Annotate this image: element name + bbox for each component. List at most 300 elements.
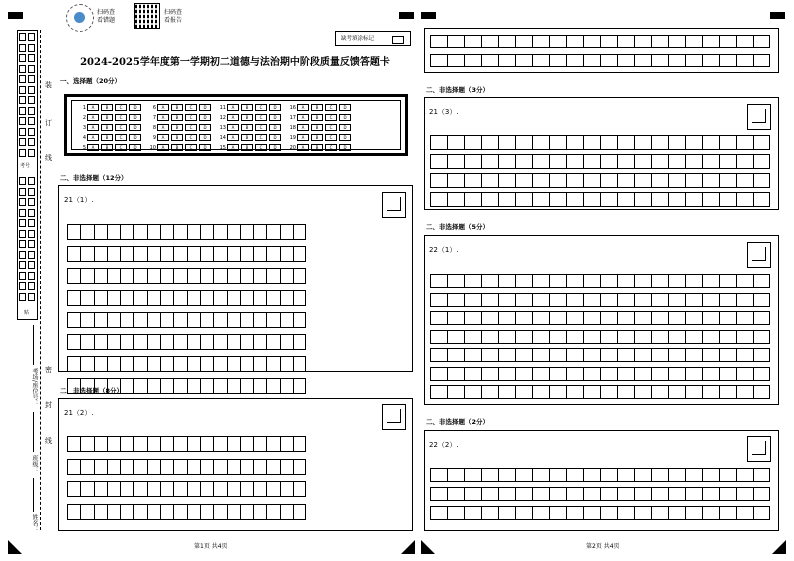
grid-cell[interactable] <box>200 290 213 306</box>
id-bubble[interactable] <box>28 282 35 290</box>
grid-cell[interactable] <box>498 385 515 399</box>
grid-cell[interactable] <box>515 311 532 325</box>
grid-cell[interactable] <box>200 268 213 284</box>
choice-bubble-c[interactable]: C <box>325 124 337 131</box>
grid-cell[interactable] <box>120 334 133 350</box>
choice-bubble-d[interactable]: D <box>199 104 211 111</box>
grid-cell[interactable] <box>120 268 133 284</box>
grid-cell[interactable] <box>634 367 651 381</box>
grid-cell[interactable] <box>80 224 93 240</box>
grid-cell[interactable] <box>685 173 702 188</box>
id-bubble[interactable] <box>28 198 35 206</box>
score-box-21-2[interactable] <box>382 404 406 430</box>
grid-cell[interactable] <box>133 290 146 306</box>
grid-cell[interactable] <box>583 311 600 325</box>
grid-cell[interactable] <box>80 504 93 520</box>
grid-cell[interactable] <box>668 135 685 150</box>
grid-cell[interactable] <box>515 154 532 169</box>
grid-cell[interactable] <box>280 504 293 520</box>
choice-bubble-b[interactable]: B <box>101 114 113 121</box>
grid-cell[interactable] <box>227 246 240 262</box>
grid-cell[interactable] <box>120 459 133 475</box>
grid-cell[interactable] <box>719 506 736 520</box>
grid-cell[interactable] <box>280 378 293 394</box>
grid-cell[interactable] <box>173 312 186 328</box>
grid-cell[interactable] <box>515 330 532 344</box>
id-bubble[interactable] <box>19 149 26 157</box>
grid-cell[interactable] <box>702 274 719 288</box>
choice-bubble-b[interactable]: B <box>311 124 323 131</box>
grid-cell[interactable] <box>213 334 226 350</box>
grid-cell[interactable] <box>266 504 279 520</box>
grid-cell[interactable] <box>160 334 173 350</box>
grid-cell[interactable] <box>566 293 583 307</box>
grid-cell[interactable] <box>280 334 293 350</box>
grid-cell[interactable] <box>120 356 133 372</box>
grid-cell[interactable] <box>200 356 213 372</box>
grid-cell[interactable] <box>147 481 160 497</box>
grid-cell[interactable] <box>266 246 279 262</box>
grid-cell[interactable] <box>280 356 293 372</box>
grid-cell[interactable] <box>566 506 583 520</box>
grid-cell[interactable] <box>651 274 668 288</box>
grid-cell[interactable] <box>133 224 146 240</box>
grid-cell[interactable] <box>549 385 566 399</box>
grid-cell[interactable] <box>464 330 481 344</box>
id-bubble[interactable] <box>19 107 26 115</box>
grid-cell[interactable] <box>685 54 702 67</box>
grid-cell[interactable] <box>160 436 173 452</box>
grid-cell[interactable] <box>253 334 266 350</box>
grid-cell[interactable] <box>634 35 651 48</box>
id-bubble[interactable] <box>19 188 26 196</box>
grid-cell[interactable] <box>107 290 120 306</box>
grid-cell[interactable] <box>464 192 481 207</box>
grid-cell[interactable] <box>464 348 481 362</box>
grid-cell[interactable] <box>685 274 702 288</box>
grid-cell[interactable] <box>498 506 515 520</box>
grid-cell[interactable] <box>227 459 240 475</box>
grid-cell[interactable] <box>566 154 583 169</box>
grid-cell[interactable] <box>600 154 617 169</box>
choice-bubble-a[interactable]: A <box>157 104 169 111</box>
grid-cell[interactable] <box>173 356 186 372</box>
grid-cell[interactable] <box>702 506 719 520</box>
grid-cell[interactable] <box>173 378 186 394</box>
grid-cell[interactable] <box>634 274 651 288</box>
grid-cell[interactable] <box>600 192 617 207</box>
choice-bubble-a[interactable]: A <box>297 134 309 141</box>
grid-cell[interactable] <box>147 334 160 350</box>
grid-cell[interactable] <box>266 459 279 475</box>
grid-cell[interactable] <box>583 506 600 520</box>
grid-cell[interactable] <box>187 224 200 240</box>
grid-cell[interactable] <box>532 487 549 501</box>
grid-cell[interactable] <box>227 378 240 394</box>
grid-cell[interactable] <box>187 290 200 306</box>
grid-cell[interactable] <box>515 135 532 150</box>
id-bubble[interactable] <box>28 261 35 269</box>
grid-cell[interactable] <box>430 54 447 67</box>
grid-cell[interactable] <box>227 504 240 520</box>
grid-cell[interactable] <box>719 385 736 399</box>
grid-cell[interactable] <box>253 504 266 520</box>
choice-bubble-d[interactable]: D <box>339 124 351 131</box>
grid-cell[interactable] <box>280 459 293 475</box>
grid-cell[interactable] <box>736 311 753 325</box>
choice-bubble-d[interactable]: D <box>339 104 351 111</box>
grid-cell[interactable] <box>160 268 173 284</box>
grid-cell[interactable] <box>532 330 549 344</box>
grid-cell[interactable] <box>634 330 651 344</box>
grid-cell[interactable] <box>200 504 213 520</box>
grid-cell[interactable] <box>280 268 293 284</box>
grid-cell[interactable] <box>498 135 515 150</box>
grid-cell[interactable] <box>447 54 464 67</box>
choice-bubble-d[interactable]: D <box>339 144 351 151</box>
grid-cell[interactable] <box>532 192 549 207</box>
choice-bubble-a[interactable]: A <box>297 124 309 131</box>
grid-cell[interactable] <box>719 487 736 501</box>
grid-cell[interactable] <box>549 293 566 307</box>
grid-cell[interactable] <box>147 290 160 306</box>
grid-cell[interactable] <box>719 192 736 207</box>
grid-cell[interactable] <box>549 367 566 381</box>
grid-cell[interactable] <box>107 246 120 262</box>
grid-cell[interactable] <box>617 468 634 482</box>
grid-cell[interactable] <box>447 35 464 48</box>
grid-cell[interactable] <box>566 192 583 207</box>
grid-cell[interactable] <box>498 173 515 188</box>
grid-cell[interactable] <box>600 330 617 344</box>
grid-cell[interactable] <box>227 224 240 240</box>
grid-cell[interactable] <box>464 506 481 520</box>
choice-bubble-c[interactable]: C <box>255 104 267 111</box>
grid-cell[interactable] <box>133 246 146 262</box>
grid-cell[interactable] <box>464 385 481 399</box>
grid-cell[interactable] <box>133 436 146 452</box>
grid-cell[interactable] <box>719 348 736 362</box>
grid-cell[interactable] <box>227 436 240 452</box>
grid-cell[interactable] <box>515 274 532 288</box>
grid-cell[interactable] <box>532 274 549 288</box>
grid-cell[interactable] <box>253 378 266 394</box>
grid-cell[interactable] <box>583 173 600 188</box>
choice-bubble-d[interactable]: D <box>129 114 141 121</box>
grid-cell[interactable] <box>94 504 107 520</box>
grid-cell[interactable] <box>464 311 481 325</box>
grid-cell[interactable] <box>532 506 549 520</box>
grid-cell[interactable] <box>67 356 80 372</box>
choice-bubble-c[interactable]: C <box>255 134 267 141</box>
grid-cell[interactable] <box>685 135 702 150</box>
grid-cell[interactable] <box>266 312 279 328</box>
grid-cell[interactable] <box>583 348 600 362</box>
choice-bubble-d[interactable]: D <box>199 144 211 151</box>
choice-bubble-d[interactable]: D <box>269 104 281 111</box>
id-bubble[interactable] <box>28 65 35 73</box>
grid-cell[interactable] <box>280 290 293 306</box>
grid-cell[interactable] <box>600 135 617 150</box>
grid-cell[interactable] <box>566 35 583 48</box>
grid-cell[interactable] <box>107 504 120 520</box>
grid-cell[interactable] <box>600 385 617 399</box>
grid-cell[interactable] <box>213 290 226 306</box>
grid-cell[interactable] <box>583 135 600 150</box>
grid-cell[interactable] <box>651 506 668 520</box>
grid-cell[interactable] <box>532 311 549 325</box>
grid-cell[interactable] <box>481 468 498 482</box>
grid-cell[interactable] <box>566 385 583 399</box>
score-box-22-1[interactable] <box>747 242 771 268</box>
grid-cell[interactable] <box>702 348 719 362</box>
id-bubble[interactable] <box>28 117 35 125</box>
choice-bubble-c[interactable]: C <box>115 134 127 141</box>
id-bubble[interactable] <box>19 293 26 301</box>
grid-cell[interactable] <box>293 436 306 452</box>
grid-cell[interactable] <box>213 459 226 475</box>
choice-bubble-c[interactable]: C <box>185 114 197 121</box>
grid-cell[interactable] <box>464 135 481 150</box>
grid-cell[interactable] <box>160 459 173 475</box>
grid-cell[interactable] <box>147 268 160 284</box>
score-box-21-3[interactable] <box>747 104 771 130</box>
grid-cell[interactable] <box>617 154 634 169</box>
id-bubble[interactable] <box>19 177 26 185</box>
grid-cell[interactable] <box>447 468 464 482</box>
grid-cell[interactable] <box>668 154 685 169</box>
grid-cell[interactable] <box>634 154 651 169</box>
grid-cell[interactable] <box>253 224 266 240</box>
grid-cell[interactable] <box>736 487 753 501</box>
grid-cell[interactable] <box>600 173 617 188</box>
grid-cell[interactable] <box>447 487 464 501</box>
grid-cell[interactable] <box>719 173 736 188</box>
grid-cell[interactable] <box>498 330 515 344</box>
grid-cell[interactable] <box>481 311 498 325</box>
choice-bubble-a[interactable]: A <box>297 104 309 111</box>
grid-cell[interactable] <box>120 504 133 520</box>
grid-cell[interactable] <box>617 367 634 381</box>
grid-cell[interactable] <box>736 135 753 150</box>
choice-bubble-d[interactable]: D <box>269 124 281 131</box>
grid-cell[interactable] <box>94 436 107 452</box>
grid-cell[interactable] <box>634 487 651 501</box>
grid-cell[interactable] <box>80 290 93 306</box>
grid-cell[interactable] <box>447 192 464 207</box>
grid-cell[interactable] <box>617 173 634 188</box>
grid-cell[interactable] <box>213 378 226 394</box>
grid-cell[interactable] <box>187 436 200 452</box>
grid-cell[interactable] <box>498 293 515 307</box>
grid-cell[interactable] <box>147 436 160 452</box>
grid-cell[interactable] <box>685 330 702 344</box>
choice-bubble-c[interactable]: C <box>255 124 267 131</box>
grid-cell[interactable] <box>549 468 566 482</box>
grid-cell[interactable] <box>200 436 213 452</box>
id-bubble[interactable] <box>28 86 35 94</box>
grid-cell[interactable] <box>213 436 226 452</box>
grid-cell[interactable] <box>600 293 617 307</box>
grid-cell[interactable] <box>280 246 293 262</box>
answer-box-21-1[interactable] <box>58 185 413 372</box>
grid-cell[interactable] <box>753 348 770 362</box>
grid-cell[interactable] <box>617 35 634 48</box>
grid-cell[interactable] <box>651 173 668 188</box>
grid-cell[interactable] <box>94 246 107 262</box>
grid-cell[interactable] <box>240 224 253 240</box>
choice-bubble-b[interactable]: B <box>171 144 183 151</box>
grid-cell[interactable] <box>736 154 753 169</box>
grid-cell[interactable] <box>253 268 266 284</box>
id-bubble[interactable] <box>19 117 26 125</box>
grid-cell[interactable] <box>80 436 93 452</box>
grid-cell[interactable] <box>94 459 107 475</box>
grid-cell[interactable] <box>481 506 498 520</box>
grid-cell[interactable] <box>447 274 464 288</box>
grid-cell[interactable] <box>515 54 532 67</box>
score-box-21-1[interactable] <box>382 192 406 218</box>
grid-cell[interactable] <box>736 468 753 482</box>
grid-cell[interactable] <box>266 290 279 306</box>
grid-cell[interactable] <box>94 224 107 240</box>
grid-cell[interactable] <box>430 468 447 482</box>
grid-cell[interactable] <box>147 504 160 520</box>
grid-cell[interactable] <box>566 367 583 381</box>
grid-cell[interactable] <box>498 274 515 288</box>
grid-cell[interactable] <box>549 506 566 520</box>
choice-bubble-b[interactable]: B <box>171 104 183 111</box>
choice-bubble-a[interactable]: A <box>227 134 239 141</box>
grid-cell[interactable] <box>240 312 253 328</box>
grid-cell[interactable] <box>719 35 736 48</box>
grid-cell[interactable] <box>583 293 600 307</box>
grid-cell[interactable] <box>187 459 200 475</box>
grid-cell[interactable] <box>668 385 685 399</box>
grid-cell[interactable] <box>253 459 266 475</box>
grid-cell[interactable] <box>566 487 583 501</box>
grid-cell[interactable] <box>447 506 464 520</box>
grid-cell[interactable] <box>160 224 173 240</box>
grid-cell[interactable] <box>253 356 266 372</box>
grid-cell[interactable] <box>719 293 736 307</box>
answer-box-22-1[interactable] <box>424 235 779 405</box>
grid-cell[interactable] <box>719 135 736 150</box>
grid-cell[interactable] <box>634 468 651 482</box>
grid-cell[interactable] <box>94 312 107 328</box>
grid-cell[interactable] <box>549 154 566 169</box>
grid-cell[interactable] <box>753 311 770 325</box>
grid-cell[interactable] <box>583 35 600 48</box>
choice-bubble-d[interactable]: D <box>199 134 211 141</box>
grid-cell[interactable] <box>549 348 566 362</box>
grid-cell[interactable] <box>600 54 617 67</box>
grid-cell[interactable] <box>266 356 279 372</box>
grid-cell[interactable] <box>515 385 532 399</box>
grid-cell[interactable] <box>566 135 583 150</box>
grid-cell[interactable] <box>430 367 447 381</box>
id-bubble[interactable] <box>28 219 35 227</box>
choice-bubble-a[interactable]: A <box>157 134 169 141</box>
grid-cell[interactable] <box>515 348 532 362</box>
qr-code[interactable] <box>134 3 160 29</box>
grid-cell[interactable] <box>753 506 770 520</box>
id-bubble[interactable] <box>19 75 26 83</box>
grid-cell[interactable] <box>280 224 293 240</box>
grid-cell[interactable] <box>515 487 532 501</box>
grid-cell[interactable] <box>736 274 753 288</box>
choice-bubble-a[interactable]: A <box>157 124 169 131</box>
grid-cell[interactable] <box>481 35 498 48</box>
grid-cell[interactable] <box>498 35 515 48</box>
id-bubble[interactable] <box>28 272 35 280</box>
grid-cell[interactable] <box>280 312 293 328</box>
grid-cell[interactable] <box>173 436 186 452</box>
grid-cell[interactable] <box>600 35 617 48</box>
grid-cell[interactable] <box>617 487 634 501</box>
grid-cell[interactable] <box>227 356 240 372</box>
choice-bubble-b[interactable]: B <box>311 134 323 141</box>
grid-cell[interactable] <box>133 459 146 475</box>
choice-bubble-c[interactable]: C <box>115 114 127 121</box>
grid-cell[interactable] <box>447 154 464 169</box>
grid-cell[interactable] <box>668 192 685 207</box>
grid-cell[interactable] <box>293 290 306 306</box>
choice-bubble-d[interactable]: D <box>339 134 351 141</box>
grid-cell[interactable] <box>498 468 515 482</box>
grid-cell[interactable] <box>464 35 481 48</box>
grid-cell[interactable] <box>67 290 80 306</box>
id-bubble[interactable] <box>19 86 26 94</box>
grid-cell[interactable] <box>133 334 146 350</box>
grid-cell[interactable] <box>702 35 719 48</box>
grid-cell[interactable] <box>634 54 651 67</box>
grid-cell[interactable] <box>293 378 306 394</box>
grid-cell[interactable] <box>515 367 532 381</box>
grid-cell[interactable] <box>600 468 617 482</box>
choice-bubble-b[interactable]: B <box>311 114 323 121</box>
choice-bubble-b[interactable]: B <box>101 144 113 151</box>
choice-bubble-b[interactable]: B <box>171 124 183 131</box>
grid-cell[interactable] <box>240 436 253 452</box>
grid-cell[interactable] <box>107 268 120 284</box>
grid-cell[interactable] <box>685 385 702 399</box>
grid-cell[interactable] <box>617 385 634 399</box>
grid-cell[interactable] <box>719 54 736 67</box>
grid-cell[interactable] <box>94 356 107 372</box>
grid-cell[interactable] <box>80 356 93 372</box>
grid-cell[interactable] <box>133 312 146 328</box>
class-field-line[interactable] <box>33 412 34 452</box>
grid-cell[interactable] <box>133 504 146 520</box>
grid-cell[interactable] <box>651 330 668 344</box>
grid-cell[interactable] <box>253 290 266 306</box>
grid-cell[interactable] <box>173 268 186 284</box>
grid-cell[interactable] <box>685 348 702 362</box>
grid-cell[interactable] <box>685 35 702 48</box>
grid-cell[interactable] <box>702 487 719 501</box>
grid-cell[interactable] <box>532 35 549 48</box>
grid-cell[interactable] <box>702 367 719 381</box>
grid-cell[interactable] <box>532 173 549 188</box>
grid-cell[interactable] <box>617 348 634 362</box>
grid-cell[interactable] <box>685 468 702 482</box>
grid-cell[interactable] <box>240 481 253 497</box>
grid-cell[interactable] <box>736 506 753 520</box>
grid-cell[interactable] <box>753 293 770 307</box>
choice-bubble-d[interactable]: D <box>129 144 141 151</box>
grid-cell[interactable] <box>651 293 668 307</box>
